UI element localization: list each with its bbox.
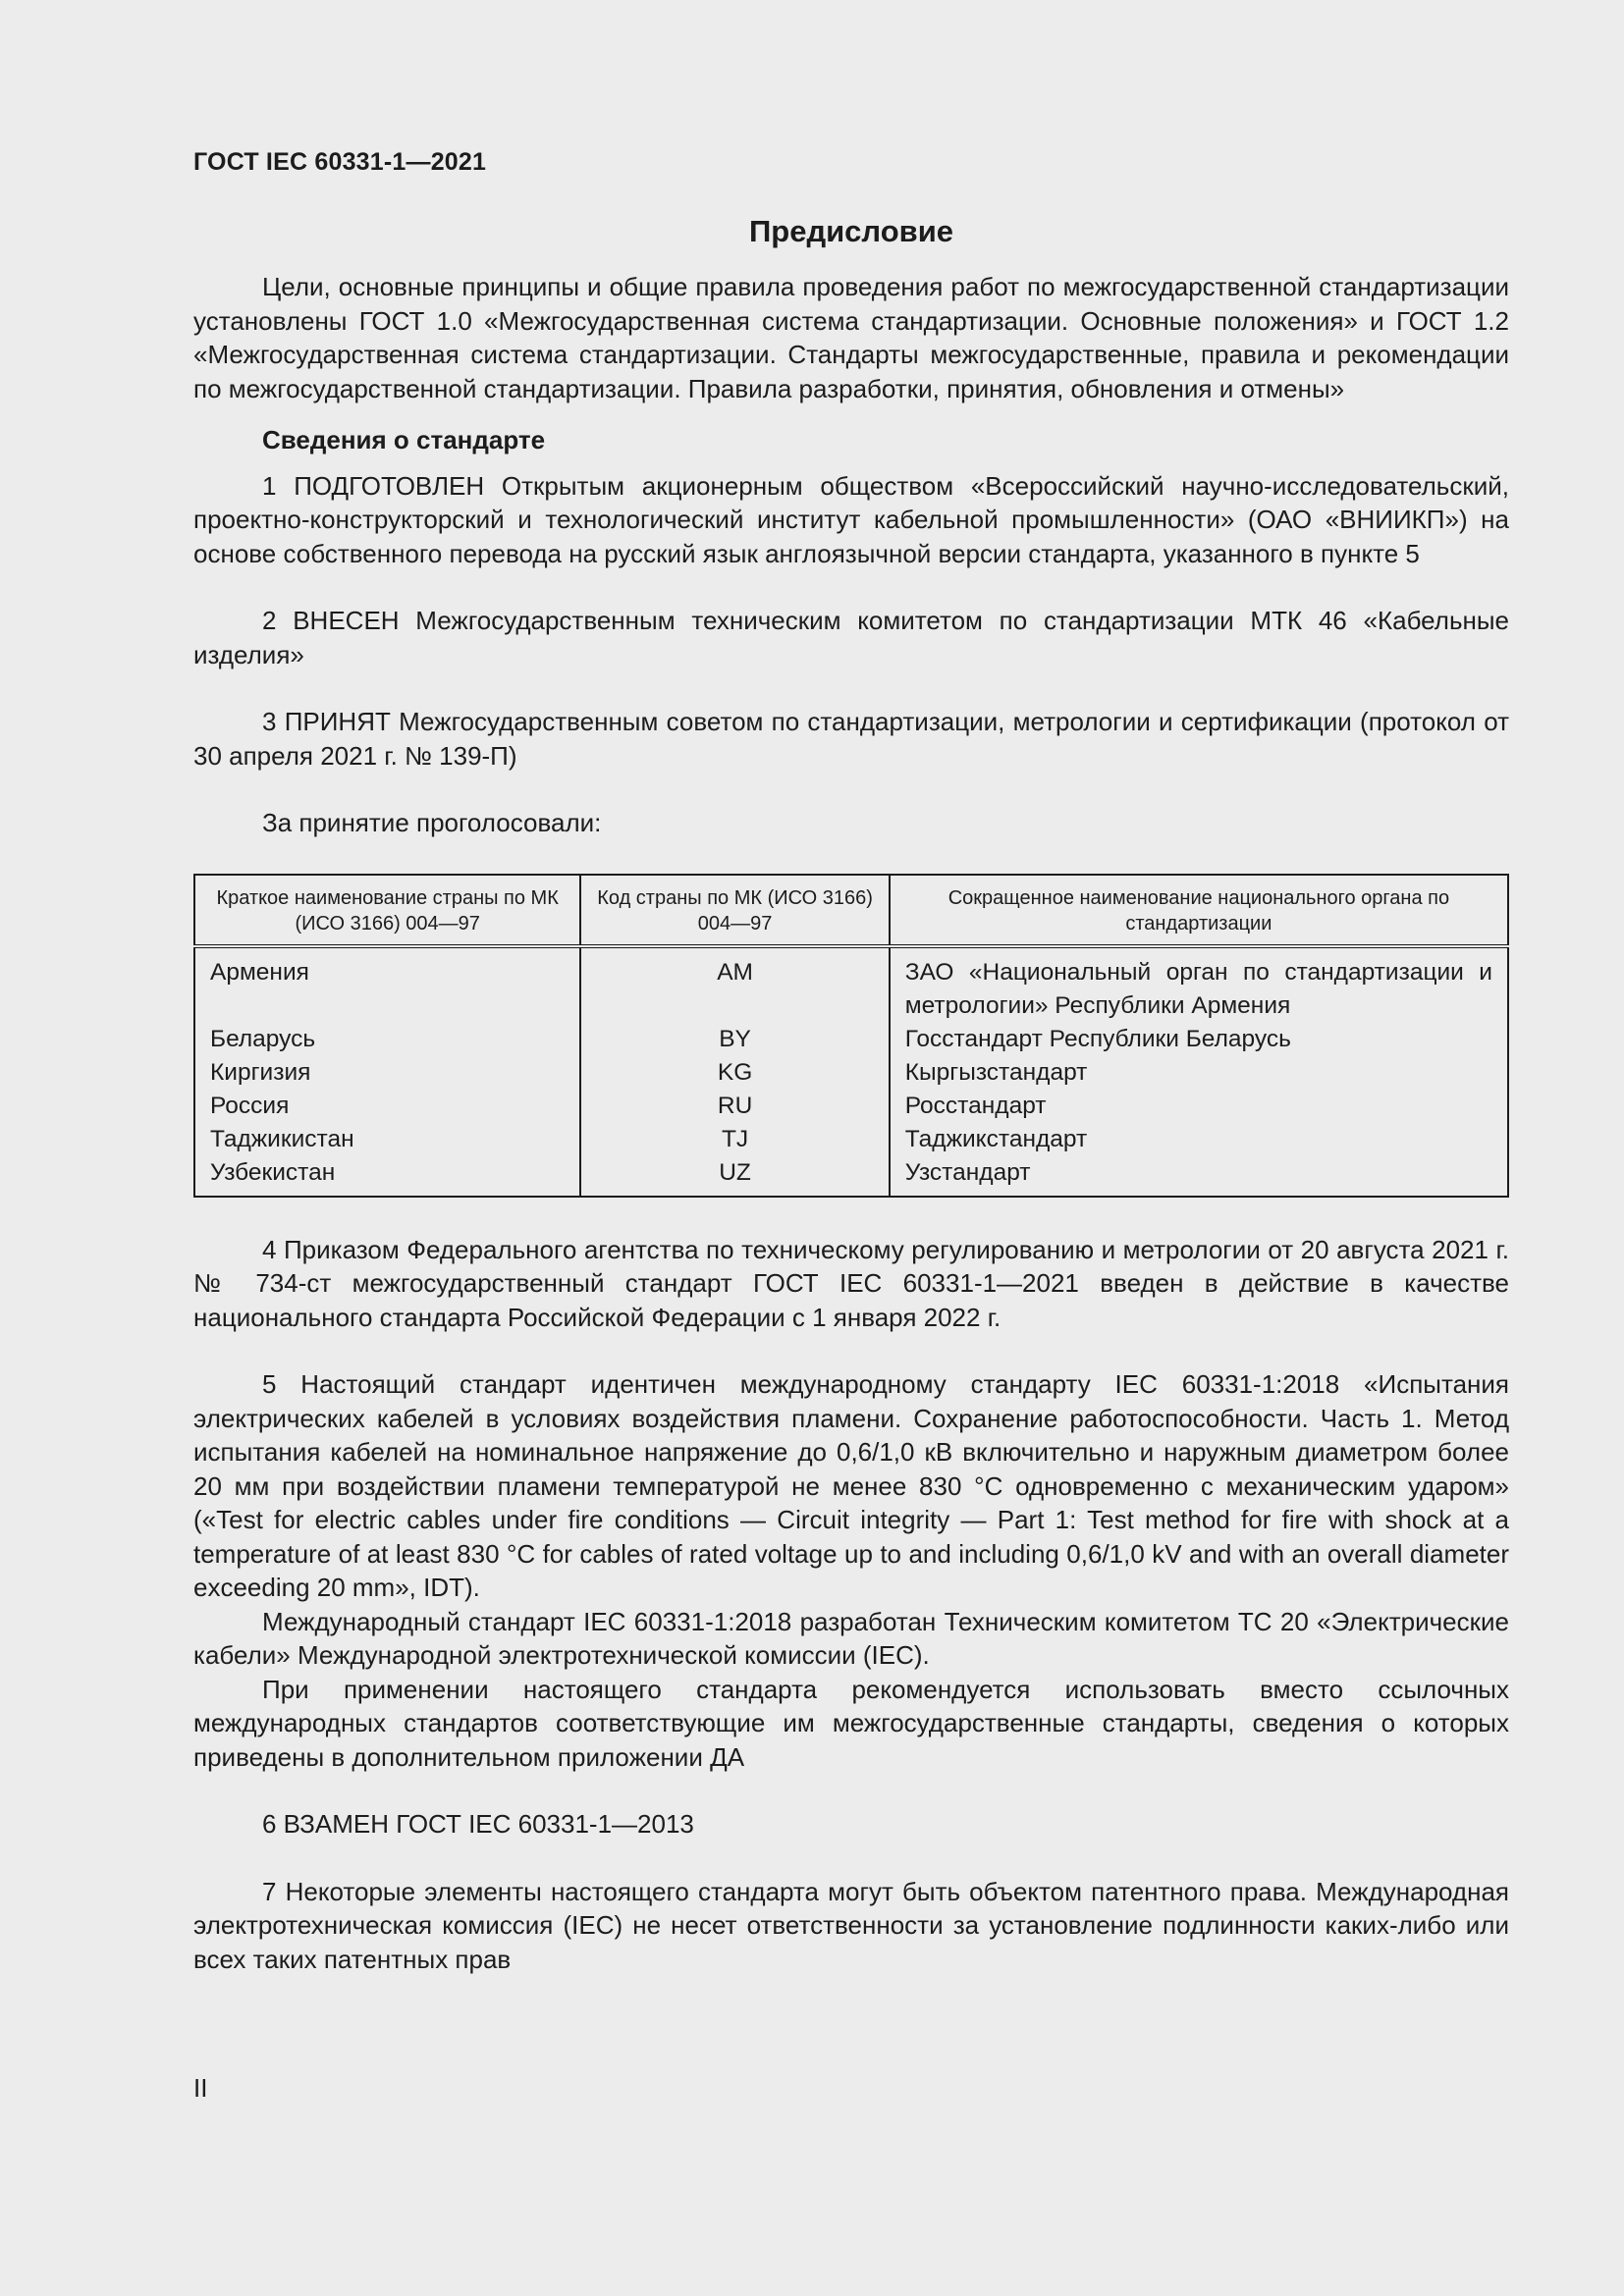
national-body: Кыргызстандарт <box>890 1056 1508 1090</box>
country-code: TJ <box>580 1123 889 1156</box>
table-row <box>194 1156 1508 1197</box>
item-2-introduced: 2 ВНЕСЕН Межгосударственным техническим комитетом по стандартизации МТК 46 «Кабельные изделия» <box>193 606 1509 669</box>
country-code: UZ <box>580 1156 889 1197</box>
item-5-application-note: При применении настоящего стандарта рекомендуется использовать вместо ссылочных международных стандартов соответствующие им межгосударственные стандарты, сведения о которых приведены в дополнительном приложении ДА <box>193 1674 1509 1772</box>
table-row <box>194 1056 1508 1090</box>
votes-table <box>193 874 1509 1198</box>
table-row <box>194 946 1508 1023</box>
votes-label: За принятие проголосовали: <box>262 808 602 837</box>
country-name: Узбекистан <box>210 1158 336 1186</box>
section-title: Сведения о стандарте <box>262 425 546 454</box>
page-title: Предисловие <box>748 213 953 248</box>
national-body: Росстандарт <box>890 1090 1508 1123</box>
national-body: ЗАО «Национальный орган по стандартизации и метрологии» Республики Армения <box>890 946 1508 1023</box>
national-body: Таджикстандарт <box>890 1123 1508 1156</box>
document-code: ГОСТ IEC 60331-1—2021 <box>193 148 487 176</box>
intro-paragraph: Цели, основные принципы и общие правила проведения работ по межгосударственной стандартизации установлены ГОСТ 1.0 «Межгосударственная система стандартизации. Основные положения» и ГОСТ 1.2 «Межгосударственная система стандартизации. Стандарты межгосударственные, правила и рекомендации по межгосударственной стандартизации. Правила разработки, принятия, обновления и отмены» <box>193 272 1509 403</box>
item-3-adopted: 3 ПРИНЯТ Межгосударственным советом по стандартизации, метрологии и сертификации (протокол от 30 апреля 2021 г. № 139-П) <box>193 707 1509 771</box>
country-name: Беларусь <box>210 1025 316 1052</box>
national-body: Узстандарт <box>890 1156 1508 1197</box>
country-code: BY <box>580 1023 889 1056</box>
table-header-row <box>194 875 1508 946</box>
item-1-prepared: 1 ПОДГОТОВЛЕН Открытым акционерным обществом «Всероссийский научно-исследовательский, проектно-конструкторский и технологический институт кабельной промышленности» (ОАО «ВНИИКП») на основе собственного перевода на русский язык англоязычной версии стандарта, указанного в пункте 5 <box>193 470 1509 568</box>
country-code: RU <box>580 1090 889 1123</box>
page-number: II <box>193 2073 208 2103</box>
table-row <box>194 1123 1508 1156</box>
country-name: Киргизия <box>210 1058 311 1086</box>
item-6-replaces: 6 ВЗАМЕН ГОСТ IEC 60331-1—2013 <box>262 1809 694 1839</box>
item-4-order: 4 Приказом Федерального агентства по техническому регулированию и метрологии от 20 августа 2021 г. № 734-ст межгосударственный стандарт ГОСТ IEC 60331-1—2021 введен в действие в качестве национального стандарта Российской Федерации с 1 января 2022 г. <box>193 1234 1509 1332</box>
country-code: AM <box>580 946 889 1023</box>
country-name: Россия <box>210 1092 290 1119</box>
header-country-code: Код страны по МК (ИСО 3166) 004—97 <box>580 875 889 946</box>
table-row <box>194 1090 1508 1123</box>
country-name: Армения <box>210 958 309 986</box>
country-name: Таджикистан <box>210 1125 354 1152</box>
header-country-name: Краткое наименование страны по МК (ИСО 3166) 004—97 <box>194 875 580 946</box>
header-national-body: Сокращенное наименование национального органа по стандартизации <box>890 875 1508 946</box>
item-5-developed-by: Международный стандарт IEC 60331-1:2018 разработан Техническим комитетом TC 20 «Электрические кабели» Международной электротехнической комиссии (IEC). <box>193 1606 1509 1670</box>
country-code: KG <box>580 1056 889 1090</box>
item-7-patent-notice: 7 Некоторые элементы настоящего стандарта могут быть объектом патентного права. Международная электротехническая комиссия (IEC) не несет ответственности за установление подлинности каких-либо или всех таких патентных прав <box>193 1876 1509 1974</box>
national-body: Госстандарт Республики Беларусь <box>890 1023 1508 1056</box>
page-content <box>193 145 1509 1976</box>
item-5-identical: 5 Настоящий стандарт идентичен международному стандарту IEC 60331-1:2018 «Испытания электрических кабелей в условиях воздействия пламени. Сохранение работоспособности. Часть 1. Метод испытания кабелей на номинальное напряжение до 0,6/1,0 кВ включительно и наружным диаметром более 20 мм при воздействии пламени температурой не менее 830 °С одновременно с механическим ударом» («Test for electric cables under fire conditions — Circuit integrity — Part 1: Test method for fire with shock at a temperature of at least 830 °C for cables of rated voltage up to and including 0,6/1,0 kV and with an overall diameter exceeding 20 mm», IDT). <box>193 1369 1509 1602</box>
table-row <box>194 1023 1508 1056</box>
